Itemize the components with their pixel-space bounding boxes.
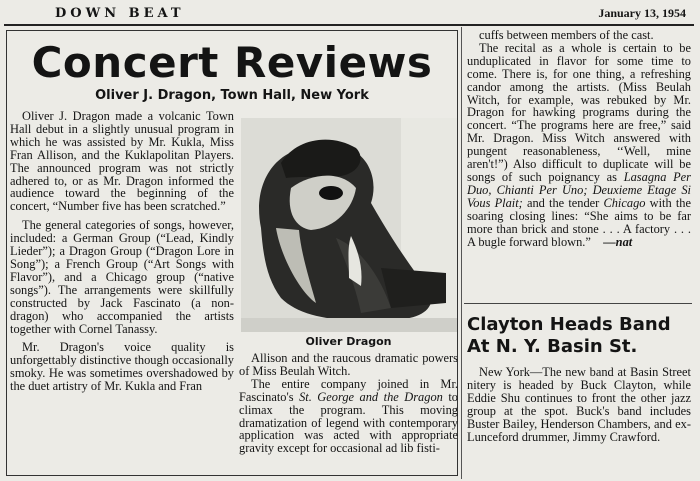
issue-date: January 13, 1954 — [598, 6, 686, 20]
magazine-name: DOWN BEAT — [55, 6, 185, 21]
text-run: The entire company joined in Mr. Fascinato's — [239, 376, 458, 404]
review-paragraph — [467, 42, 691, 249]
reviewer-signature: —nat — [603, 234, 633, 249]
text-run: The recital as a whole is certain to be unduplicated in flavor for some time to come. There is, for one thing, a refreshing candor among the artists. (Miss Beulah Witch, for example, was rebuked by Mr. Dragon for hawking programs during the concert. “The programs here are free,” said Mr. Dragon. Miss Witch answered with pungent reasonableness, ‘‘Well, mine aren't!”) Also difficult to duplicate will be songs of such poignancy as — [467, 40, 691, 184]
song-title: Chicago — [603, 195, 646, 210]
section-rule — [464, 303, 692, 304]
review-paragraph: cuffs between members of the cast. — [479, 28, 654, 42]
column-divider — [461, 27, 462, 479]
text-run: with the soaring closing lines: “She aims to be far more than brick and stone . . . A factory . . . A bugle forward blown.” — [467, 195, 691, 249]
review-headline: Concert Reviews — [31, 38, 433, 87]
review-column-1 — [10, 110, 234, 399]
masthead-rule — [4, 24, 694, 26]
review-paragraph: Oliver J. Dragon made a volcanic Town Hall debut in a slightly unusual program in which he was assisted by Mr. Kukla, Miss Fran Allison, and the Kuklapolitan Players. The announced program was not strictly adhered to, or as Mr. Dragon informed the audience toward the beginning of the concert, “Number five has been scratched.” — [10, 109, 234, 214]
masthead — [0, 0, 700, 24]
news-paragraph: New York—The new band at Basin Street nitery is headed by Buck Clayton, while Eddie Shu continues to front the other jazz group at the spot. Buck's band includes Buster Bailey, Henderson Chambers, and ex-Lunceford drummer, Jimmy Crawford. — [467, 365, 691, 444]
photo-caption: Oliver Dragon — [305, 335, 392, 348]
review-column-3 — [467, 29, 691, 248]
review-paragraph: Allison and the raucous dramatic powers of Miss Beulah Witch. — [239, 351, 458, 378]
review-paragraph: The general categories of songs, however, included: a German Group (“Lead, Kindly Lieder”); a Dragon Group (“Dragon Lore in Song”); a French Group (“Art Songs with Flavor”), and a Chicago group (“native songs”). The arrangements were skillfully constructed by Jack Fascinato (a non-dragon) who accompanied the artists together with Cornel Tanassy. — [10, 218, 234, 336]
news-headline: Clayton Heads Band At N. Y. Basin St. — [467, 314, 671, 357]
review-subhead: Oliver J. Dragon, Town Hall, New York — [95, 88, 369, 103]
text-run: to climax the program. This moving dramatization of legend with contemporary application was acted with appropriate gravity except for occasional ad lib fisti- — [239, 389, 458, 456]
oliver-dragon-photo — [241, 118, 457, 332]
song-titles: Lasagna Per Duo, Chianti Per Uno; Deuxieme Etage Si Vous Plait; — [467, 169, 692, 210]
review-column-2 — [239, 352, 458, 455]
news-column — [467, 366, 691, 443]
review-paragraph — [239, 378, 458, 455]
text-run: and the tender — [522, 195, 604, 210]
review-paragraph: Mr. Dragon's voice quality is unforgettably distinctive though occasionally smoky. He was sometimes overshadowed by the duet artistry of Mr. Kukla and Fran — [10, 340, 234, 394]
piece-title: St. George and the Dragon — [299, 389, 443, 404]
dragon-puppet-image — [241, 118, 457, 332]
